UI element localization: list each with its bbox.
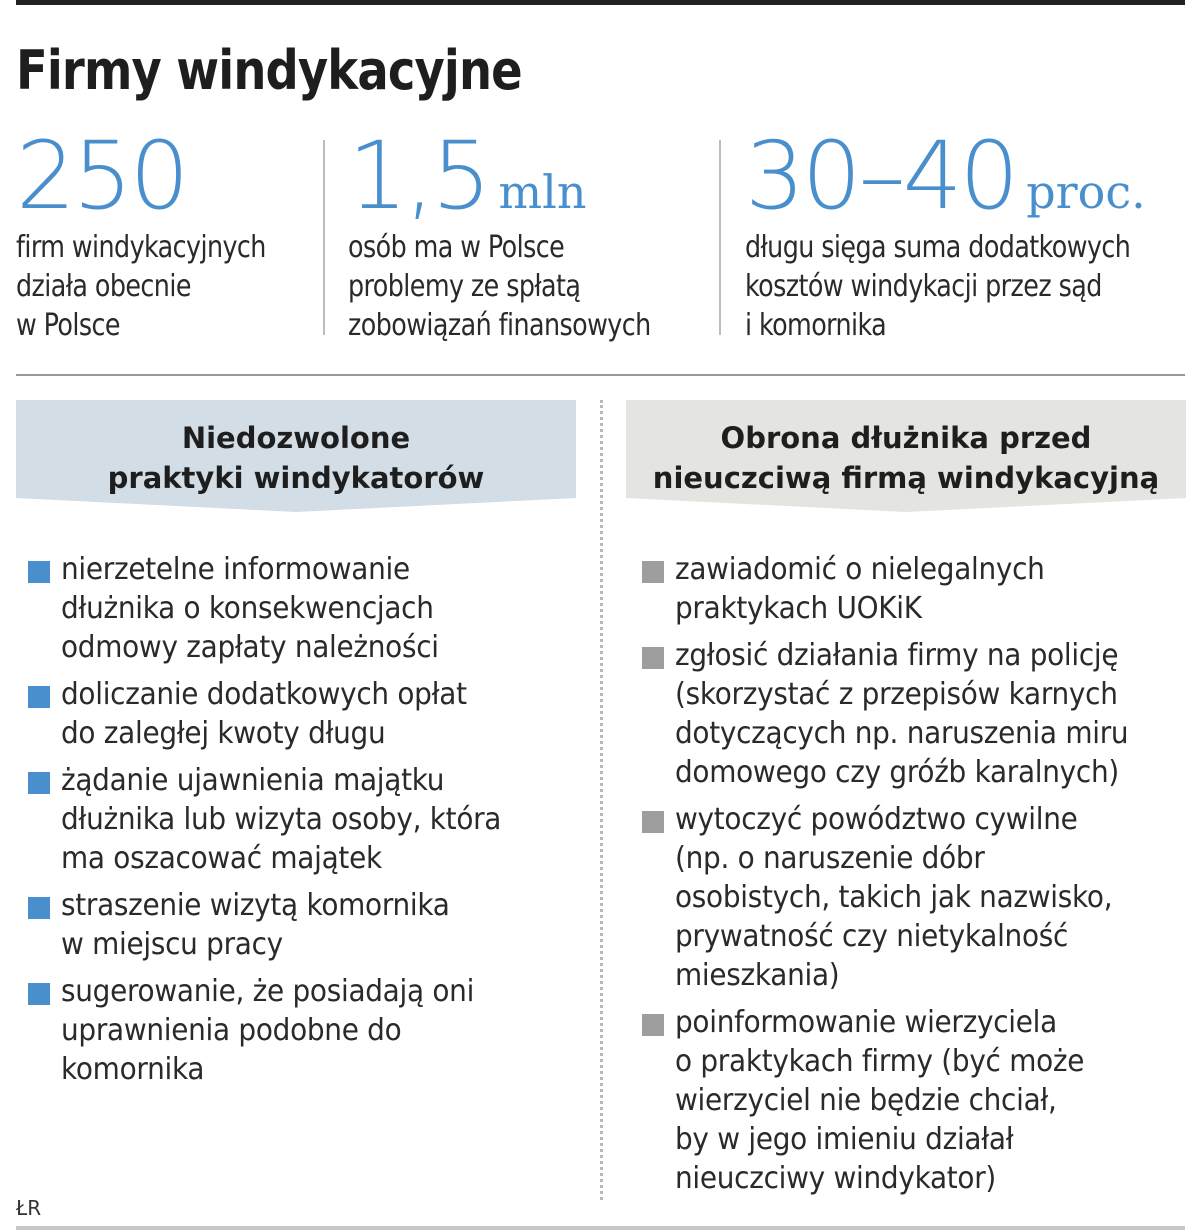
page-title: Firmy windykacyjne <box>16 39 522 102</box>
prohibited-practices-list <box>28 550 588 1097</box>
banner-heading-line: praktyki windykatorów <box>107 461 485 495</box>
banner-prohibited-practices <box>16 400 576 512</box>
square-bullet-icon <box>642 811 664 833</box>
stat-number: 250 <box>16 122 187 231</box>
list-item <box>28 761 588 878</box>
list-item-text: wytoczyć powództwo cywilne (np. o naruszenie dóbr osobistych, takich jak nazwisko, prywatność czy nietykalność mieszkania) <box>675 802 1113 993</box>
list-item-text: sugerowanie, że posiadają oni uprawnienia podobne do komornika <box>61 974 475 1087</box>
list-item-text: zgłosić działania firmy na policję (skorzystać z przepisów karnych dotyczących np. naruszenia miru domowego czy gróźb karalnych) <box>675 638 1129 790</box>
square-bullet-icon <box>642 561 664 583</box>
square-bullet-icon <box>28 772 50 794</box>
stat-unit: proc. <box>1026 165 1146 219</box>
list-item <box>642 800 1187 995</box>
stat-value <box>348 122 670 231</box>
stat-number: 30–40 <box>745 122 1017 231</box>
square-bullet-icon <box>642 1014 664 1036</box>
list-item <box>642 636 1187 792</box>
stat-divider <box>719 140 721 335</box>
stat-debtors <box>348 122 670 345</box>
list-item <box>642 550 1187 628</box>
stat-description: osób ma w Polsce problemy ze spłatą zobowiązań finansowych <box>348 230 651 343</box>
stat-divider <box>323 140 325 335</box>
square-bullet-icon <box>642 647 664 669</box>
list-item-text: żądanie ujawnienia majątku dłużnika lub wizyta osoby, która ma oszacować majątek <box>61 763 502 876</box>
list-item <box>28 972 588 1089</box>
stat-value <box>16 122 282 231</box>
stat-firm-count <box>16 122 282 345</box>
banner-heading <box>626 418 1186 498</box>
list-item <box>28 675 588 753</box>
author-credit: ŁR <box>16 1196 42 1220</box>
bottom-rule <box>16 1226 1185 1230</box>
square-bullet-icon <box>28 897 50 919</box>
column-divider <box>600 400 603 1200</box>
section-divider <box>16 374 1185 376</box>
list-item <box>642 1003 1187 1198</box>
square-bullet-icon <box>28 686 50 708</box>
list-item-text: zawiadomić o nielegalnych praktykach UOKiK <box>675 552 1045 626</box>
square-bullet-icon <box>28 561 50 583</box>
banner-heading-line: nieuczciwą firmą windykacyjną <box>652 461 1160 495</box>
list-item-text: straszenie wizytą komornika w miejscu pracy <box>61 888 450 962</box>
stat-unit: mln <box>498 165 587 219</box>
banner-heading-line: Niedozwolone <box>181 421 411 455</box>
list-item-text: nierzetelne informowanie dłużnika o konsekwencjach odmowy zapłaty należności <box>61 552 439 665</box>
list-item-text: poinformowanie wierzyciela o praktykach firmy (być może wierzyciel nie będzie chciał, by w jego imieniu działał nieuczciwy windykator) <box>675 1005 1085 1196</box>
stat-extra-costs <box>745 122 1155 345</box>
banner-heading-line: Obrona dłużnika przed <box>720 421 1092 455</box>
list-item <box>28 550 588 667</box>
square-bullet-icon <box>28 983 50 1005</box>
list-item <box>28 886 588 964</box>
banner-debtor-defense <box>626 400 1186 512</box>
stat-description: długu sięga suma dodatkowych kosztów windykacji przez sąd i komornika <box>745 230 1131 343</box>
stat-number: 1,5 <box>348 122 489 231</box>
top-rule <box>16 0 1185 5</box>
debtor-defense-list <box>642 550 1187 1206</box>
stat-description: firm windykacyjnych działa obecnie w Polsce <box>16 230 266 343</box>
banner-heading <box>16 418 576 498</box>
stat-value <box>745 122 1155 231</box>
list-item-text: doliczanie dodatkowych opłat do zaległej kwoty długu <box>61 677 467 751</box>
